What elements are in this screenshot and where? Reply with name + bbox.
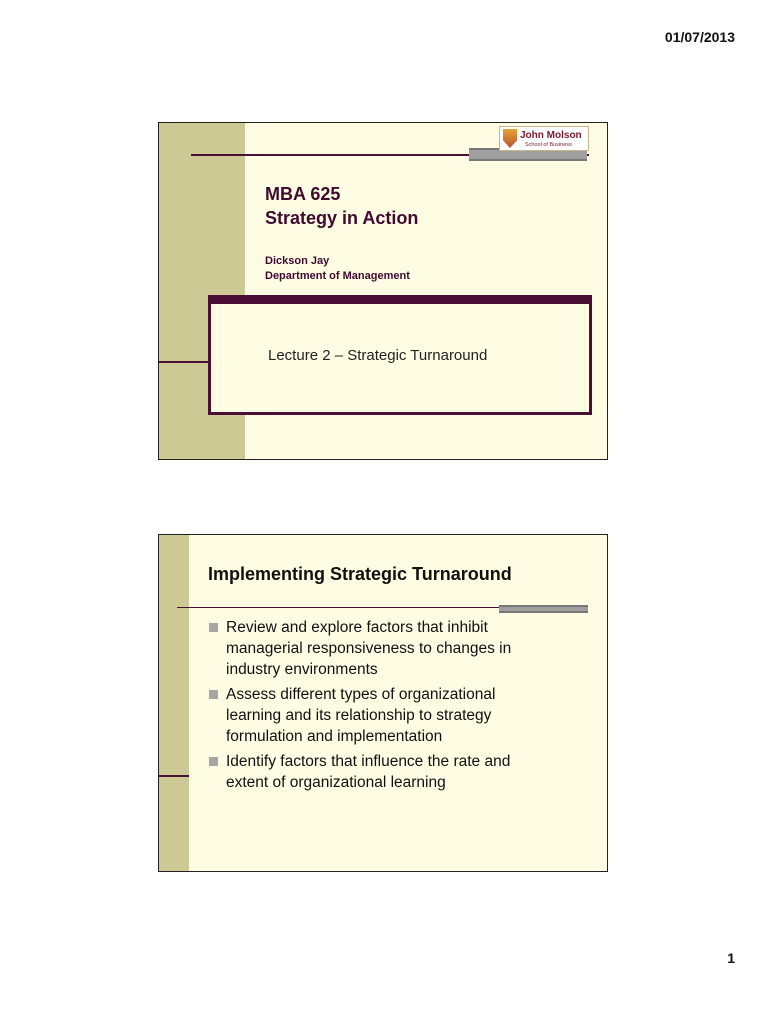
bullet-list <box>208 617 568 797</box>
lecture-title: Lecture 2 – Strategic Turnaround <box>268 347 488 364</box>
bullet-line: Review and explore factors that inhibit <box>226 619 488 636</box>
bullet-line: managerial responsiveness to changes in <box>226 640 512 657</box>
bullet-line: formulation and implementation <box>226 728 443 745</box>
list-item <box>208 617 568 680</box>
bullet-line: industry environments <box>226 661 378 678</box>
logo-name: John Molson <box>520 130 582 141</box>
bullet-line: learning and its relationship to strategy <box>226 707 492 724</box>
logo-shield-icon <box>503 129 517 148</box>
list-item <box>208 684 568 747</box>
school-logo <box>499 126 589 151</box>
page-number: 1 <box>727 950 735 966</box>
page-date: 01/07/2013 <box>664 29 735 45</box>
bullet-line: Assess different types of organizational <box>226 686 496 703</box>
logo-school: School of Business <box>525 142 572 148</box>
course-code: MBA 625 <box>265 184 341 204</box>
slide-gray-bar <box>499 605 588 613</box>
square-bullet-icon <box>209 623 218 632</box>
square-bullet-icon <box>209 757 218 766</box>
bullet-line: Identify factors that influence the rate and <box>226 753 511 770</box>
author-block <box>265 254 410 284</box>
square-bullet-icon <box>209 690 218 699</box>
course-title <box>265 182 418 230</box>
lecture-box <box>208 295 592 415</box>
department-name: Department of Management <box>265 270 410 282</box>
slide-side-rule <box>159 361 209 363</box>
slide-side-band <box>159 535 189 871</box>
course-name: Strategy in Action <box>265 208 419 228</box>
slide-side-rule <box>159 775 189 777</box>
slide-objectives <box>158 534 608 872</box>
list-item <box>208 751 568 793</box>
bullet-line: extent of organizational learning <box>226 774 446 791</box>
slide-title: Implementing Strategic Turnaround <box>208 564 512 584</box>
author-name: Dickson Jay <box>265 255 330 267</box>
slide-title <box>158 122 608 460</box>
